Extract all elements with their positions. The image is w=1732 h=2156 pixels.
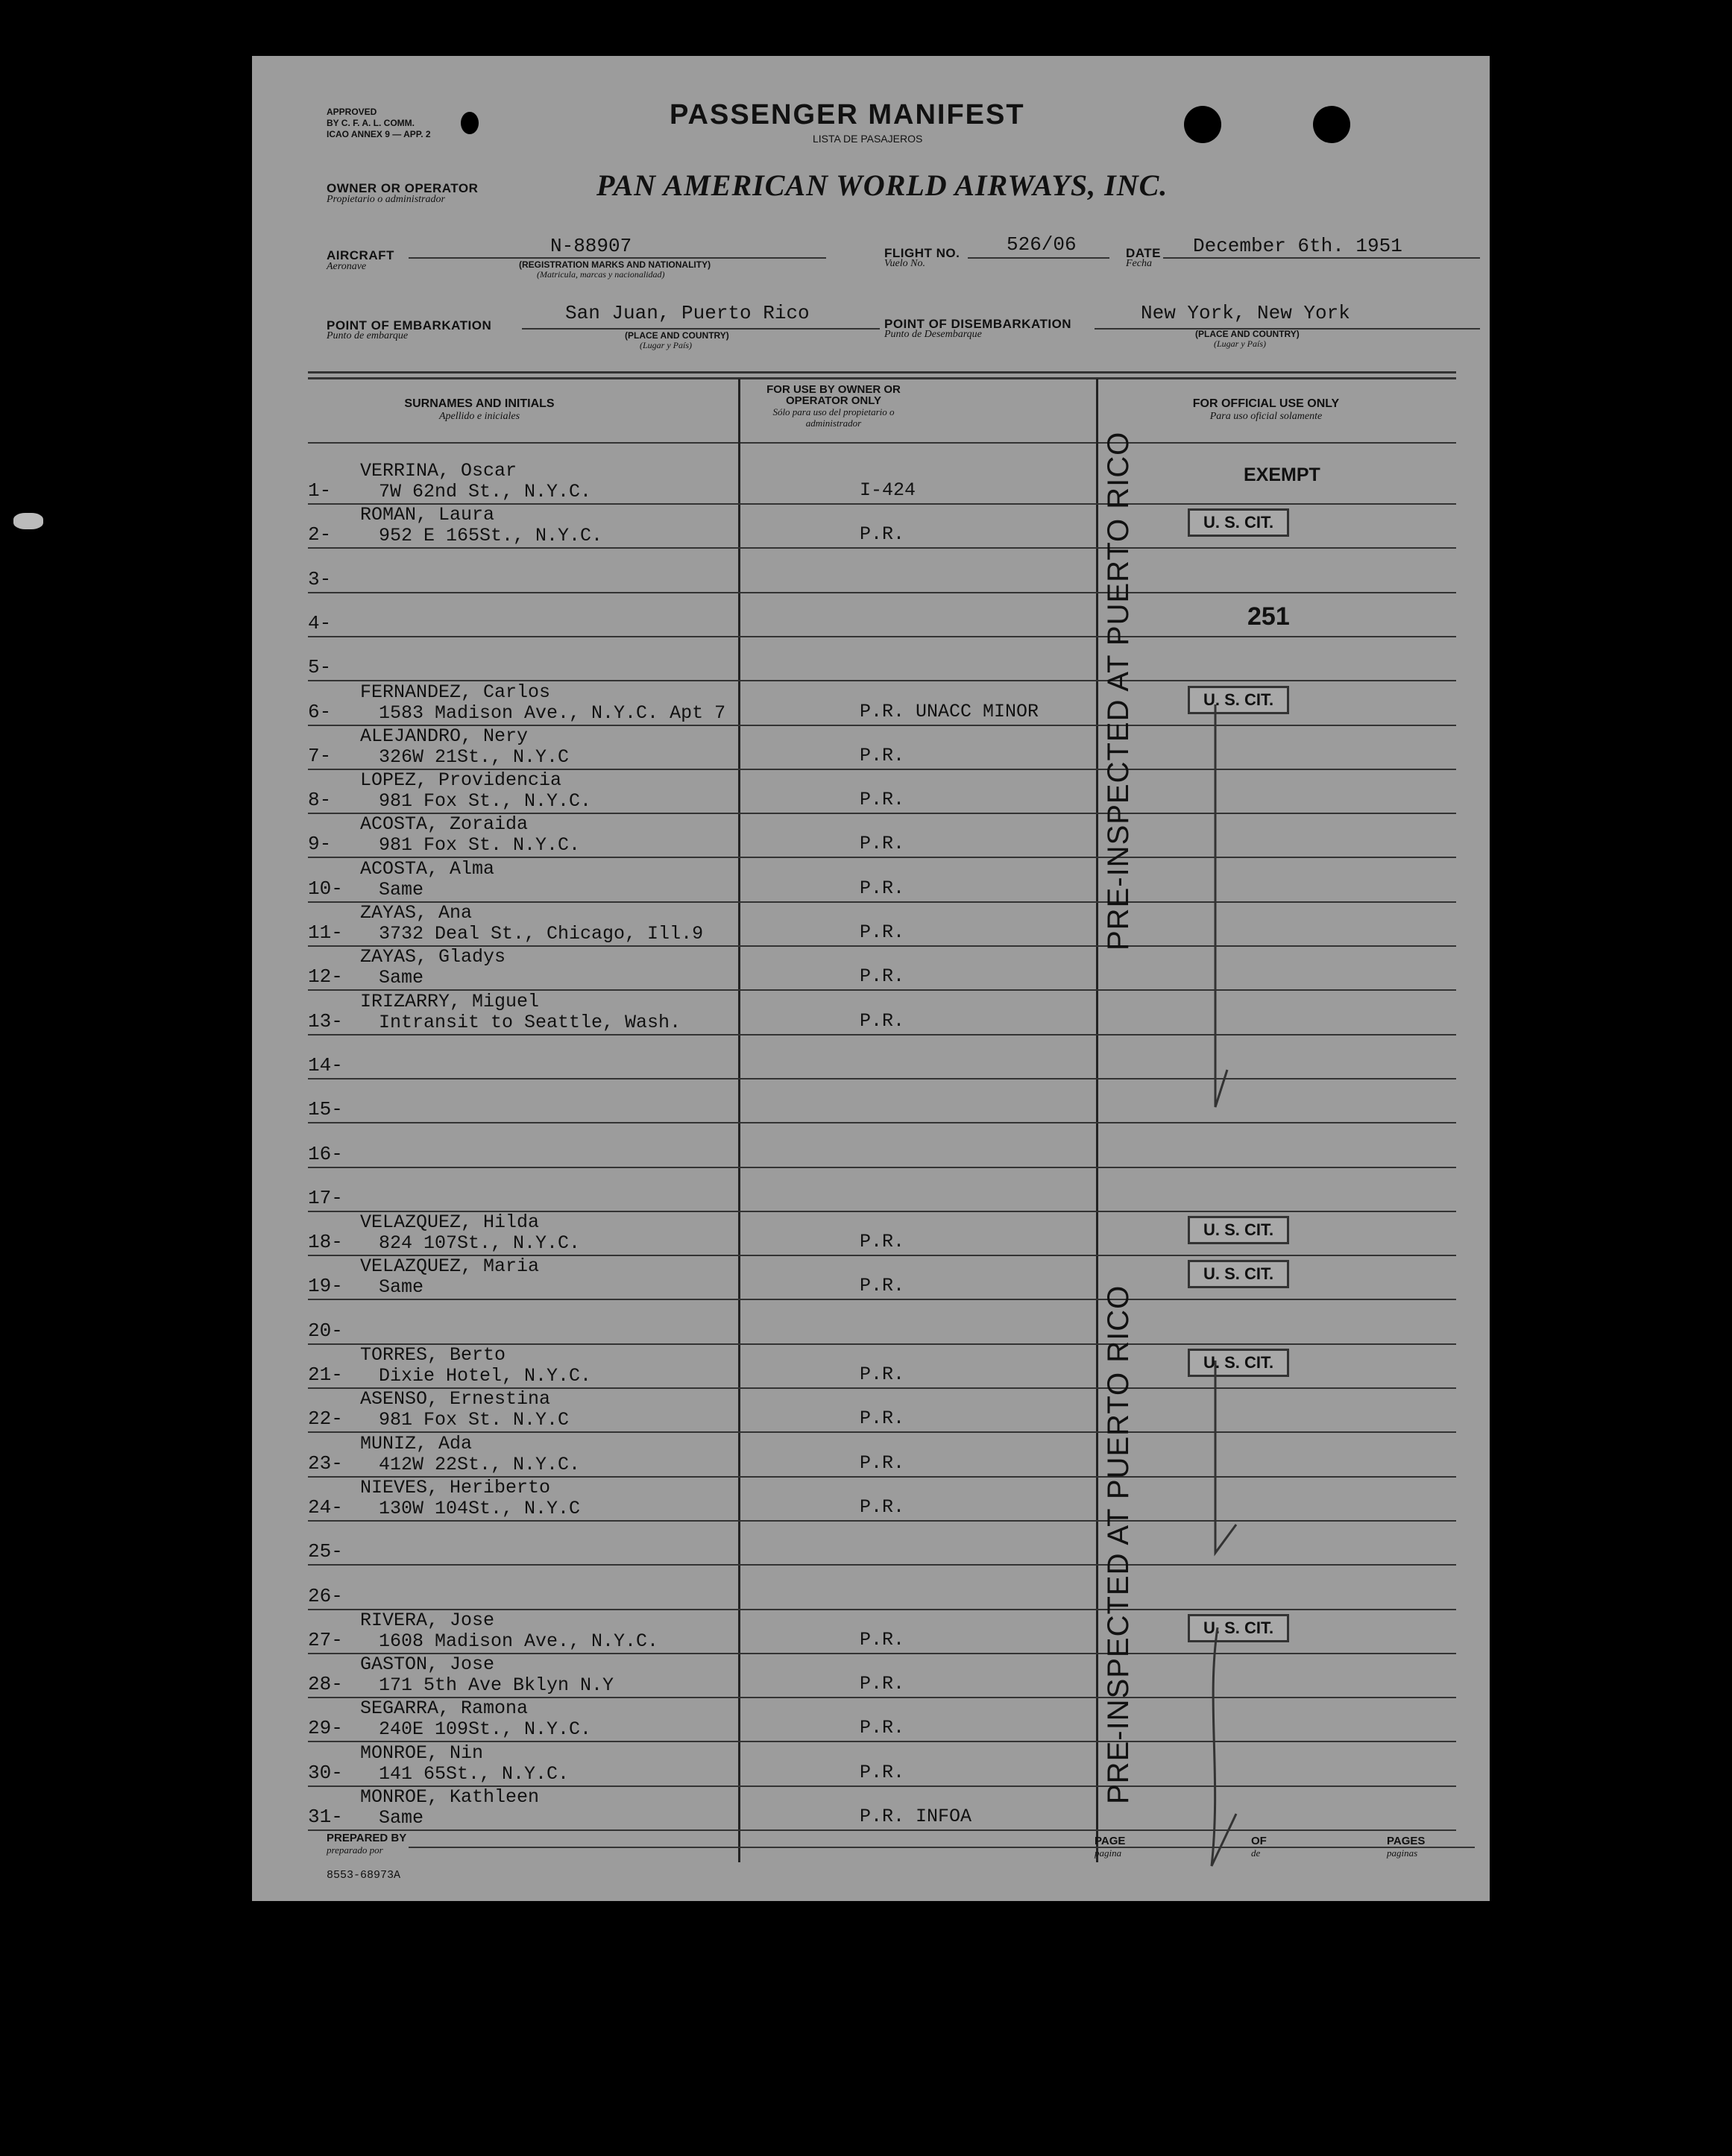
aircraft-value: N-88907: [550, 235, 632, 257]
passenger-name: ACOSTA, Zoraida: [360, 813, 529, 836]
exempt-stamp: EXEMPT: [1244, 464, 1320, 485]
passenger-name: VELAZQUEZ, Maria: [360, 1255, 540, 1278]
aircraft-label-es: Aeronave: [327, 261, 367, 272]
row-number: 25-: [308, 1540, 343, 1563]
passenger-address: 981 Fox St. N.Y.C: [379, 1409, 570, 1431]
table-row: [308, 1564, 1490, 1609]
table-row: [308, 547, 1490, 592]
operator-note: P.R.: [860, 965, 905, 988]
table-row: [308, 1519, 1490, 1564]
row-number: 11-: [308, 921, 343, 944]
punch-hole: [461, 112, 479, 134]
flight-label: FLIGHT NO.: [884, 246, 960, 260]
row-number: 2-: [308, 523, 332, 546]
row-number: 23-: [308, 1451, 343, 1475]
table-row: [308, 724, 1490, 769]
column-header-names: SURNAMES AND INITIALS Apellido e iniciales: [404, 397, 555, 422]
form-number: 8553-68973A: [327, 1869, 401, 1882]
row-number: 9-: [308, 833, 332, 856]
passenger-name: RIVERA, Jose: [360, 1609, 495, 1631]
manifest-sheet: [252, 56, 1490, 1901]
scan-speck: [13, 513, 43, 529]
embark-place-note: (PLACE AND COUNTRY): [625, 330, 729, 341]
operator-note: P.R.: [860, 1364, 905, 1385]
row-number: 27-: [308, 1628, 343, 1651]
row-number: 14-: [308, 1053, 343, 1077]
punch-hole: [1313, 106, 1350, 143]
passenger-address: Same: [379, 1276, 424, 1299]
operator-note: P.R.: [860, 1231, 905, 1253]
row-number: 17-: [308, 1186, 343, 1209]
row-number: 21-: [308, 1364, 343, 1386]
row-number: 30-: [308, 1761, 343, 1784]
operator-note: P.R.: [860, 1495, 905, 1518]
passenger-address: Same: [379, 878, 424, 901]
row-number: 28-: [308, 1673, 343, 1696]
date-label: DATE: [1126, 246, 1162, 260]
owner-value: PAN AMERICAN WORLD AIRWAYS, INC.: [596, 168, 1168, 202]
table-row: [308, 1431, 1490, 1476]
disembark-place-note: (PLACE AND COUNTRY): [1195, 329, 1300, 339]
owner-label: OWNER OR OPERATOR: [327, 181, 479, 195]
pages-label: PAGES paginas: [1387, 1835, 1426, 1859]
operator-note: P.R. UNACC MINOR: [860, 700, 1039, 722]
approval-note: APPROVED BY C. F. A. L. COMM. ICAO ANNEX 9 — APP. 2: [327, 107, 431, 139]
table-row: [308, 1785, 1490, 1829]
page-title: PASSENGER MANIFEST: [670, 99, 1025, 130]
us-citizen-stamp: U. S. CIT.: [1188, 686, 1289, 714]
passenger-name: FERNANDEZ, Carlos: [360, 681, 551, 703]
passenger-address: 326W 21St., N.Y.C: [379, 746, 570, 768]
table-row: [308, 1122, 1490, 1167]
us-citizen-stamp: U. S. CIT.: [1188, 508, 1289, 537]
operator-note: P.R. INFOA: [860, 1806, 972, 1827]
row-number: 3-: [308, 567, 332, 590]
passenger-name: VELAZQUEZ, Hilda: [360, 1211, 540, 1234]
us-citizen-stamp: U. S. CIT.: [1188, 1260, 1289, 1288]
passenger-address: Same: [379, 967, 424, 989]
official-note: 251: [1247, 602, 1290, 631]
passenger-name: MONROE, Nin: [360, 1741, 484, 1764]
table-row: [308, 1387, 1490, 1431]
passenger-name: ALEJANDRO, Nery: [360, 725, 529, 747]
table-row: [308, 857, 1490, 901]
passenger-name: GASTON, Jose: [360, 1654, 495, 1676]
table-row: [308, 768, 1490, 813]
row-number: 4-: [308, 611, 332, 634]
operator-note: P.R.: [860, 877, 905, 899]
passenger-address: 412W 22St., N.Y.C.: [379, 1453, 581, 1475]
passenger-address: 824 107St., N.Y.C.: [379, 1232, 581, 1255]
table-row: [308, 1741, 1490, 1785]
row-number: 16-: [308, 1142, 343, 1165]
operator-note: P.R.: [860, 833, 905, 855]
row-number: 8-: [308, 789, 332, 812]
table-row: [308, 1254, 1490, 1299]
check-bracket: [1206, 1361, 1288, 1584]
operator-note: P.R.: [860, 1717, 905, 1739]
passenger-address: 981 Fox St. N.Y.C.: [379, 834, 581, 857]
operator-note: P.R.: [860, 921, 905, 943]
disembark-label: POINT OF DISEMBARKATION: [884, 317, 1072, 331]
passenger-name: ZAYAS, Gladys: [360, 946, 506, 968]
table-row: [308, 591, 1490, 636]
operator-note: P.R.: [860, 523, 905, 546]
operator-note: P.R.: [860, 1628, 905, 1651]
us-citizen-stamp: U. S. CIT.: [1188, 1349, 1289, 1377]
row-number: 19-: [308, 1275, 343, 1298]
page-subtitle: LISTA DE PASAJEROS: [813, 133, 923, 145]
passenger-name: LOPEZ, Providencia: [360, 769, 562, 792]
registration-note: (REGISTRATION MARKS AND NATIONALITY): [519, 259, 711, 270]
preinspected-stamp: PRE-INSPECTED AT PUERTO RICO: [1102, 431, 1135, 951]
operator-note: P.R.: [860, 789, 905, 811]
flight-label-es: Vuelo No.: [884, 258, 925, 269]
table-row: [308, 502, 1490, 547]
passenger-name: ASENSO, Ernestina: [360, 1388, 551, 1410]
passenger-name: MONROE, Kathleen: [360, 1786, 540, 1808]
passenger-address: 141 65St., N.Y.C.: [379, 1762, 570, 1785]
embark-place-note-es: (Lugar y País): [640, 340, 692, 350]
check-bracket: [1206, 705, 1288, 1122]
operator-note: I-424: [860, 479, 916, 501]
table-row: [308, 1210, 1490, 1255]
registration-note-es: (Matricula, marcas y nacionalidad): [537, 269, 665, 280]
passenger-address: 3732 Deal St., Chicago, Ill.9: [379, 923, 704, 945]
passenger-address: Intransit to Seattle, Wash.: [379, 1011, 681, 1033]
passenger-address: Dixie Hotel, N.Y.C.: [379, 1365, 592, 1387]
passenger-address: 240E 109St., N.Y.C.: [379, 1718, 592, 1741]
passenger-name: MUNIZ, Ada: [360, 1432, 473, 1454]
row-number: 6-: [308, 700, 332, 723]
table-row: [308, 1475, 1490, 1520]
operator-note: P.R.: [860, 744, 905, 766]
row-number: 18-: [308, 1231, 343, 1254]
table-row: [308, 812, 1490, 857]
of-label: OF de: [1251, 1835, 1267, 1859]
column-header-operator: FOR USE BY OWNER OR OPERATOR ONLY Sólo para uso del propietario o administrador: [766, 383, 901, 429]
passenger-address: 952 E 165St., N.Y.C.: [379, 525, 603, 547]
row-number: 1-: [308, 479, 332, 502]
operator-note: P.R.: [860, 1408, 905, 1430]
embark-label: POINT OF EMBARKATION: [327, 318, 492, 332]
passenger-name: TORRES, Berto: [360, 1344, 506, 1366]
date-value: December 6th. 1951: [1193, 235, 1402, 257]
table-row: [308, 1696, 1490, 1741]
table-row: [308, 635, 1490, 680]
date-label-es: Fecha: [1126, 258, 1152, 269]
operator-note: P.R.: [860, 1673, 905, 1695]
row-number: 22-: [308, 1408, 343, 1431]
passenger-address: 981 Fox St., N.Y.C.: [379, 790, 592, 813]
row-number: 5-: [308, 656, 332, 679]
disembark-label-es: Punto de Desembarque: [884, 329, 982, 340]
row-number: 7-: [308, 744, 332, 767]
passenger-address: 1583 Madison Ave., N.Y.C. Apt 7: [379, 702, 726, 724]
aircraft-label: AIRCRAFT: [327, 248, 394, 262]
table-row: [308, 1652, 1490, 1697]
table-row: [308, 945, 1490, 989]
passenger-name: SEGARRA, Ramona: [360, 1698, 529, 1720]
embark-value: San Juan, Puerto Rico: [565, 302, 810, 324]
table-row: [308, 1077, 1490, 1122]
passenger-name: ACOSTA, Alma: [360, 857, 495, 880]
passenger-name: NIEVES, Heriberto: [360, 1476, 551, 1498]
row-number: 13-: [308, 1009, 343, 1033]
row-number: 29-: [308, 1717, 343, 1740]
preinspected-stamp: PRE-INSPECTED AT PUERTO RICO: [1102, 1285, 1135, 1804]
row-number: 31-: [308, 1806, 343, 1828]
us-citizen-stamp: U. S. CIT.: [1188, 1614, 1289, 1642]
table-row: [308, 680, 1490, 725]
table-row: [308, 989, 1490, 1034]
row-number: 24-: [308, 1495, 343, 1519]
table-row: [308, 1033, 1490, 1078]
row-number: 12-: [308, 965, 343, 989]
table-row: [308, 1299, 1490, 1343]
operator-note: P.R.: [860, 1009, 905, 1032]
passenger-name: IRIZARRY, Miguel: [360, 990, 540, 1012]
prepared-by-label: PREPARED BY preparado por: [327, 1832, 407, 1856]
passenger-address: 7W 62nd St., N.Y.C.: [379, 481, 592, 502]
passenger-address: Same: [379, 1807, 424, 1829]
operator-note: P.R.: [860, 1761, 905, 1783]
passenger-name: ZAYAS, Ana: [360, 902, 473, 924]
punch-hole: [1184, 106, 1221, 143]
passenger-name: VERRINA, Oscar: [360, 460, 517, 482]
row-number: 20-: [308, 1319, 343, 1342]
passenger-address: 171 5th Ave Bklyn N.Y: [379, 1674, 614, 1697]
table-row: [308, 1608, 1490, 1653]
column-header-official: FOR OFFICIAL USE ONLY Para uso oficial solamente: [1192, 397, 1340, 422]
operator-note: P.R.: [860, 1275, 905, 1297]
row-number: 15-: [308, 1098, 343, 1121]
us-citizen-stamp: U. S. CIT.: [1188, 1216, 1289, 1244]
disembark-value: New York, New York: [1141, 302, 1350, 324]
passenger-address: 1608 Madison Ave., N.Y.C.: [379, 1630, 659, 1652]
page-label: PAGE pagina: [1095, 1835, 1126, 1859]
operator-note: P.R.: [860, 1451, 905, 1474]
disembark-place-note-es: (Lugar y País): [1214, 338, 1266, 349]
passenger-name: ROMAN, Laura: [360, 504, 495, 526]
passenger-address: 130W 104St., N.Y.C: [379, 1497, 581, 1519]
table-row: [308, 1343, 1490, 1387]
table-row: [308, 458, 1490, 503]
embark-label-es: Punto de embarque: [327, 330, 409, 341]
owner-label-es: Propietario o administrador: [327, 194, 445, 205]
table-row: [308, 1166, 1490, 1211]
flight-value: 526/06: [1007, 233, 1077, 256]
row-number: 26-: [308, 1584, 343, 1607]
check-bracket: [1203, 1627, 1285, 1873]
row-number: 10-: [308, 877, 343, 900]
table-row: [308, 901, 1490, 945]
